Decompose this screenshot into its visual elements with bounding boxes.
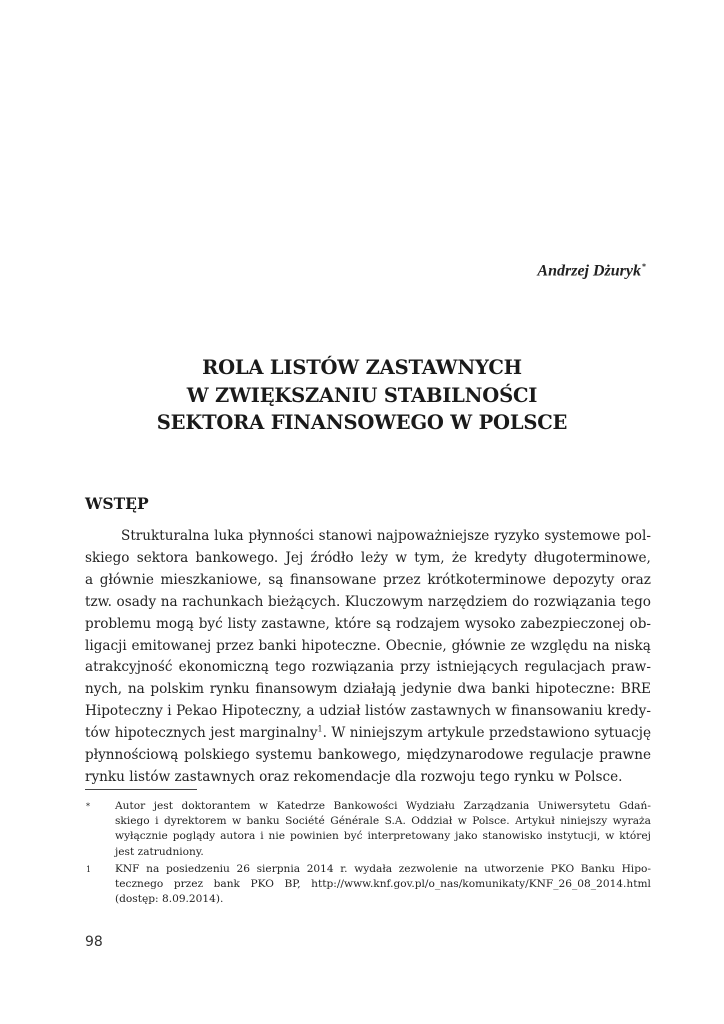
word: zastawnych [410,703,491,720]
body-line [85,657,651,679]
body-line-with-footnote [85,723,651,745]
word: i [155,815,159,828]
word: praw- [611,659,651,676]
word: w [231,815,242,828]
word: są [376,615,392,632]
title-line: SEKTORA FINANSOWEGO W POLSCE [156,411,568,434]
word: głównie [99,571,154,588]
footnote-line [115,862,651,877]
footnote-1 [85,862,651,908]
word: regulacje [529,747,594,764]
word: źródło [310,549,354,566]
word: Hipoteczny [85,703,163,720]
word: Générale [330,815,380,828]
body-line [85,592,651,614]
word: Oddział [411,815,453,828]
word: tym, [414,549,445,566]
word: regulacjach [524,659,606,676]
word: zezwolenie [398,862,458,875]
word: hipotecznych [114,725,206,742]
word: jest [153,800,173,812]
word: skiego [85,549,130,566]
word: problemu [85,615,152,632]
word: istniejących [436,659,519,676]
body-line: rynku listów zastawnych oraz rekomendacje dla rozwoju tego rynku w Polsce. [85,768,623,785]
word: tecznego [115,878,164,891]
word: a [306,703,315,720]
body-line [85,526,651,548]
word: sektora [136,549,189,566]
word: pol- [625,528,651,544]
word: na [127,681,145,698]
word: niniejszy [560,815,608,828]
word: skiego [115,815,150,828]
word: Bankowości [333,800,398,812]
body-line [85,679,651,701]
word: BP, [284,878,301,891]
word: depozyty [552,571,615,588]
word: finansowane [290,571,377,588]
word: kredy- [607,703,651,720]
word: przez [216,637,254,654]
footnote-mark: 1 [86,864,92,874]
word: bank [213,878,240,891]
word: być [343,830,363,843]
word: rachunkach [182,593,264,610]
word: międzynarodowe [406,747,524,764]
word: na [592,637,610,654]
body-line [85,701,651,723]
body-paragraph [85,526,651,789]
word: leży [360,549,389,566]
word: marginalny$^1$. [239,724,327,742]
word: które [334,615,372,632]
word: nie [268,830,286,843]
word: wysoko [464,615,516,632]
word: systemu [255,747,313,764]
word: wydała [354,862,393,875]
word: przez [383,571,421,588]
word: Uniwersytetu [537,800,611,812]
word: sytuację [594,725,651,742]
word: BRE [620,681,651,698]
footnotes [85,799,651,909]
word: ze [510,637,526,654]
word: i [260,830,264,843]
word: interpretowany [367,830,451,843]
title-line: W ZWIĘKSZANIU STABILNOŚCI [186,383,538,407]
word: długoterminowe, [533,549,651,566]
word: ligacji [85,637,127,654]
word: tego [620,593,651,610]
word: banki [491,681,530,698]
word: tzw. [85,593,112,610]
footnote-line [115,814,651,829]
word: płynności [248,528,314,544]
word: dwa [457,681,486,698]
word: posiedzeniu [165,862,230,875]
word: polskim [150,681,205,698]
word: Katedrze [276,800,326,812]
word: Hipoteczny, [221,703,303,720]
word: w [495,703,507,720]
word: przy [400,659,431,676]
word: Wydziału [406,800,455,812]
word: względu [530,637,588,654]
word: są [268,571,284,588]
word: KNF [115,862,140,875]
word: luka [214,528,244,544]
footnote-mark: * [86,802,90,811]
word: rynku [209,681,250,698]
word: tego [275,659,306,676]
word: kredyty [474,549,527,566]
word: PKO [250,878,274,891]
word: autora [220,830,256,843]
word: której [619,830,651,843]
word: banki [258,637,297,654]
word: ryzyko [494,528,540,544]
word: atrakcyjność [85,659,173,676]
word: głównie [451,637,506,654]
word: Polsce. [472,815,510,828]
word: jedynie [401,681,452,698]
word: w [457,815,467,828]
word: sierpnia [256,862,301,875]
footnote-line: jest zatrudniony. [115,845,204,858]
word: jest [210,725,235,742]
word: działają [343,681,397,698]
word: jako [455,830,478,843]
word: niniejszym [349,725,423,742]
footnote-line [115,829,651,844]
word: osady [116,593,157,610]
body-line [85,745,651,767]
word: udział [319,703,361,720]
word: ob- [629,615,651,632]
word: Pekao [176,703,218,720]
word: stanowi [318,528,373,544]
word: http://www.knf.gov.pl/o_nas/komunikaty/KNF_26_08_2014.html [311,878,651,891]
word: w [395,549,407,566]
word: Hipo- [621,862,651,875]
word: krótkoterminowe [427,571,547,588]
word: utworzenie [484,862,545,875]
word: narzędziem [427,593,508,610]
word: stanowisko [482,830,543,843]
word: dyrektorem [163,815,227,828]
word: Banku [580,862,615,875]
word: hipoteczne. [301,637,381,654]
word: W [331,725,346,742]
word: Jej [285,549,304,566]
word: Autor [115,800,146,812]
body-line [85,614,651,636]
page-number: 98 [85,934,103,950]
word: doktorantem [181,800,251,812]
word: instytucji, [547,830,601,843]
footnote-line [115,877,651,892]
footnote-line [115,799,651,814]
word: systemowe [544,528,621,544]
author-footnote-mark[interactable]: * [642,262,646,271]
word: emitowanej [131,637,212,654]
title-line: ROLA LISTÓW ZASTAWNYCH [202,356,522,379]
word: finansowym [255,681,338,698]
word: ekonomiczną [178,659,269,676]
word: PKO [550,862,575,875]
body-line [85,570,651,592]
word: przez [173,878,204,891]
word: finansowaniu [511,703,603,720]
word: zastawne, [261,615,330,632]
body-line [85,548,651,570]
word: w [605,830,615,843]
word: na [160,593,178,610]
word: prawne [599,747,651,764]
word: polskiego [184,747,250,764]
word: listy [227,615,257,632]
word: oraz [620,571,651,588]
word: listów [365,703,406,720]
word: poglądy [172,830,216,843]
word: banku [246,815,280,828]
word: Kluczowym [344,593,424,610]
word: Gdań- [618,800,651,812]
footnote-separator [85,789,197,790]
word: w [258,800,269,812]
article-title [0,354,724,437]
word: a [85,571,94,588]
word: rozwiązania [533,593,616,610]
section-heading: WSTĘP [85,494,149,513]
footnote-ref[interactable]: 1 [317,724,323,734]
word: mieszkaniowe, [160,571,262,588]
word: i [167,703,172,720]
footnote-line: (dostęp: 8.09.2014). [115,893,224,906]
word: 26 [236,862,250,875]
word: Artykuł [515,815,555,828]
word: Zarządzania [463,800,530,812]
word: być [198,615,223,632]
word: hipoteczne: [535,681,616,698]
word: 2014 [306,862,334,875]
word: na [146,862,160,875]
word: Strukturalna [121,528,210,544]
word: tów [85,725,111,742]
word: bankowego, [318,747,401,764]
word: niską [614,637,651,654]
word: bieżących. [267,593,341,610]
word: najpoważniejsze [376,528,490,544]
body-line [85,636,651,658]
word: wyłącznie [115,830,168,843]
author-name [537,262,646,280]
word: mogą [155,615,194,632]
word: że [451,549,468,566]
word: przedstawiono [488,725,590,742]
word: Obecnie, [385,637,447,654]
word: bankowego. [195,549,279,566]
word: wyraża [612,815,651,828]
word: do [512,593,530,610]
footnote-author [85,799,651,860]
word: rodzajem [395,615,460,632]
word: powinien [289,830,339,843]
word: Société [285,815,325,828]
author-name-text: Andrzej Dżuryk [537,262,641,280]
word: rozwiązania [311,659,395,676]
word: na [464,862,478,875]
word: r. [340,862,348,875]
word: artykule [427,725,485,742]
word: nych, [85,681,123,698]
word: płynnościową [85,747,179,764]
word: S.A. [384,815,406,828]
word: zabezpieczonej [520,615,625,632]
